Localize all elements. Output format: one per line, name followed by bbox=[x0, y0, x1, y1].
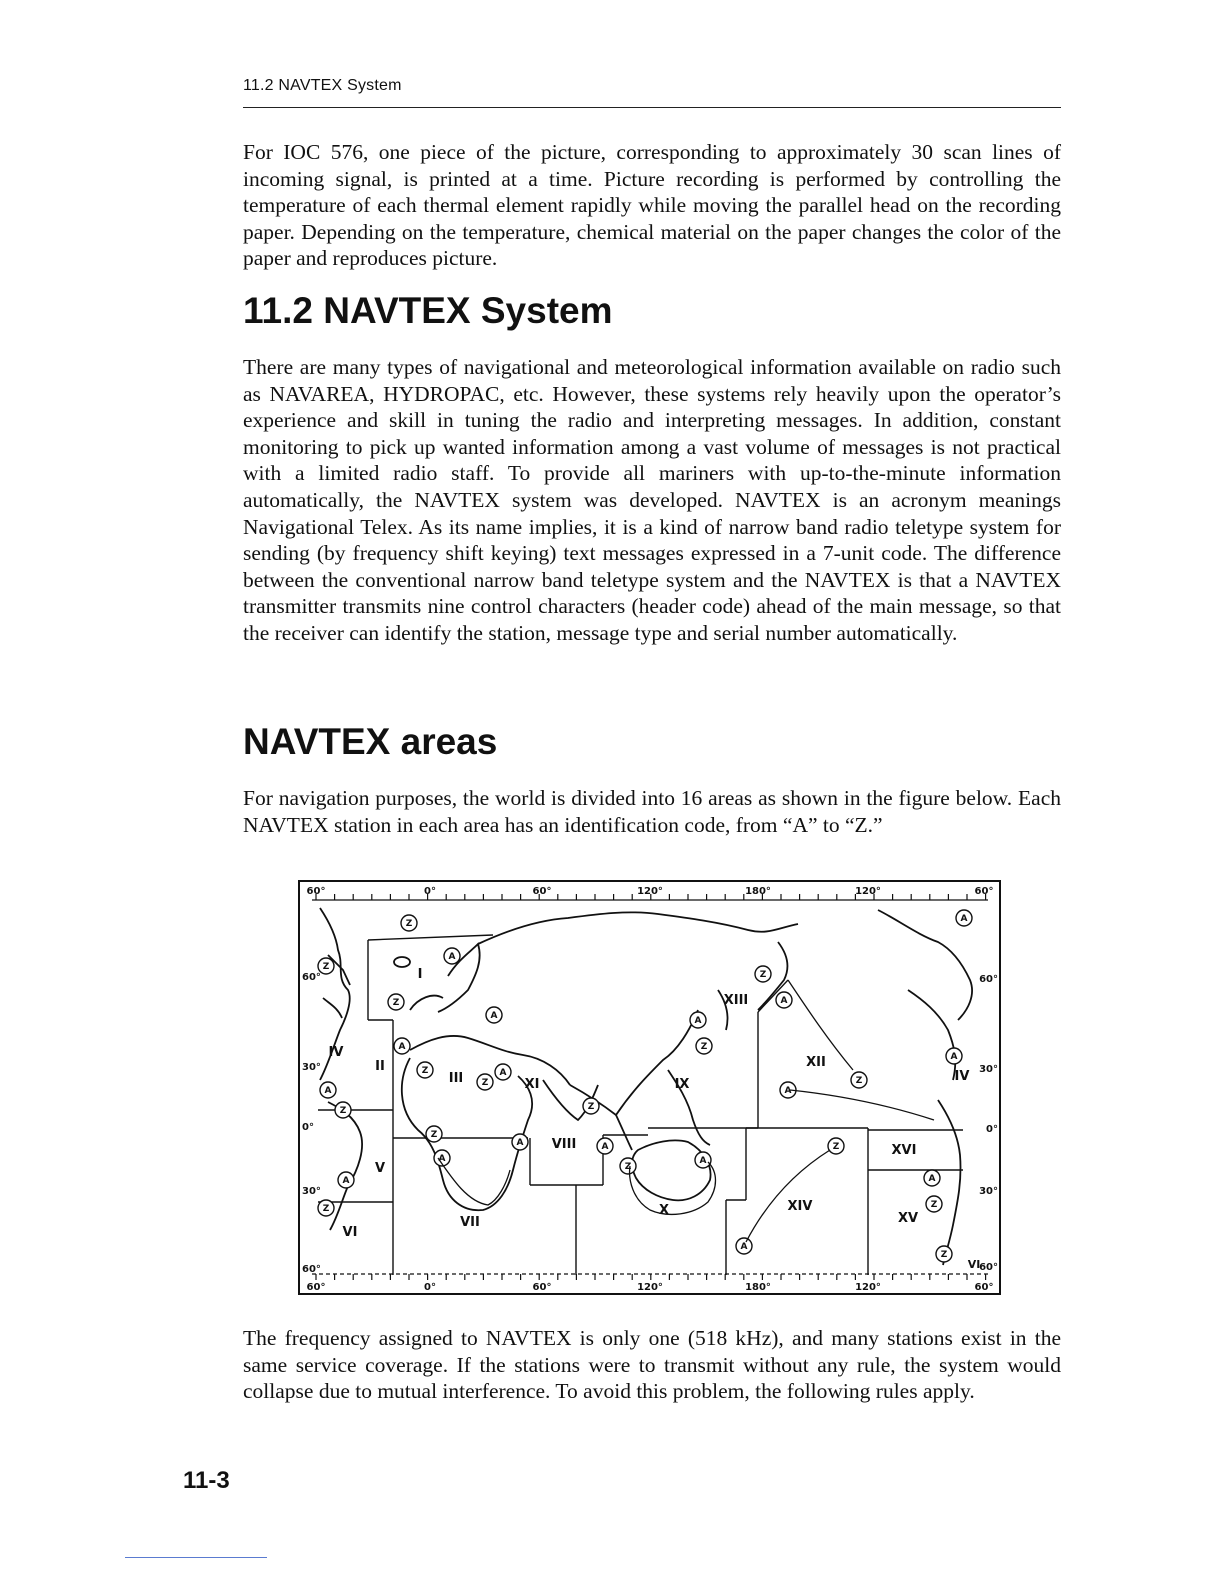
station-letter-z: Z bbox=[700, 1042, 708, 1052]
right-latitude-label: 30° bbox=[979, 1064, 998, 1075]
station-letter-a: A bbox=[342, 1176, 350, 1186]
station-letter-z: Z bbox=[481, 1078, 489, 1088]
navtex-areas-map bbox=[298, 880, 1002, 1296]
station-letter-z: Z bbox=[587, 1102, 595, 1112]
left-latitude-label: 0° bbox=[302, 1122, 314, 1133]
left-latitude-label: 60° bbox=[302, 1264, 321, 1275]
station-letter-z: Z bbox=[430, 1130, 438, 1140]
left-latitude-label: 30° bbox=[302, 1062, 321, 1073]
station-letter-z: Z bbox=[392, 998, 400, 1008]
station-letter-z: Z bbox=[759, 970, 767, 980]
top-longitude-label: 180° bbox=[745, 886, 771, 897]
bottom-longitude-label: 60° bbox=[306, 1282, 326, 1293]
subsection-title: NAVTEX areas bbox=[243, 721, 498, 762]
area-label-iii: III bbox=[448, 1071, 464, 1086]
top-longitude-label: 120° bbox=[637, 886, 663, 897]
station-letter-a: A bbox=[448, 952, 456, 962]
running-header: 11.2 NAVTEX System bbox=[243, 77, 402, 94]
station-letter-z: Z bbox=[855, 1076, 863, 1086]
area-label-x: X bbox=[658, 1203, 670, 1218]
station-letter-a: A bbox=[499, 1068, 507, 1078]
intro-paragraph: For IOC 576, one piece of the picture, corresponding to approximately 30 scan lines of incoming signal, is printed at a time. Picture recording is performed by controlling the temperature of each thermal element rapidly while moving the parallel head on the recording paper. Depending on the temperature, chemical material on the paper changes the color of the paper and reproduces picture. bbox=[243, 140, 1061, 271]
closing-paragraph: The frequency assigned to NAVTEX is only one (518 kHz), and many stations exist in the same service coverage. If the stations were to transmit without any rule, the system would collapse due to mutual interference. To avoid this problem, the following rules apply. bbox=[243, 1326, 1061, 1404]
area-label-ix: IX bbox=[674, 1077, 690, 1092]
bottom-longitude-label: 60° bbox=[974, 1282, 994, 1293]
area-label-xiii: XIII bbox=[723, 993, 749, 1008]
right-latitude-label: 60° bbox=[979, 974, 998, 985]
top-longitude-label: 60° bbox=[306, 886, 326, 897]
bottom-longitude-label: 60° bbox=[532, 1282, 552, 1293]
station-letter-z: Z bbox=[421, 1066, 429, 1076]
station-letter-a: A bbox=[398, 1042, 406, 1052]
area-label-xv: XV bbox=[897, 1211, 919, 1226]
station-letter-z: Z bbox=[405, 919, 413, 929]
station-letter-a: A bbox=[740, 1242, 748, 1252]
area-label-viii: VIII bbox=[551, 1137, 577, 1152]
bottom-longitude-label: 120° bbox=[637, 1282, 663, 1293]
station-letter-z: Z bbox=[322, 1204, 330, 1214]
station-letter-a: A bbox=[438, 1154, 446, 1164]
section-paragraph: There are many types of navigational and meteorological information available on radio such as NAVAREA, HYDROPAC, etc. However, these systems rely heavily upon the operator’s experience and skill in tuning the radio and interpreting messages. In addition, constant monitoring to pick up wanted information among a vast volume of messages is not practical with a limited radio staff. To provide all mariners with up-to-the-minute information automatically, the NAVTEX system was developed. NAVTEX is an acronym meanings Navigational Telex. As its name implies, it is a kind of narrow band radio teletype system for sending (by frequency shift keying) text messages expressed in a 7-unit code. The difference between the conventional narrow band teletype system and the NAVTEX is that a NAVTEX transmitter transmits nine control characters (header code) ahead of the main message, so that the receiver can identify the station, message type and serial number automatically. bbox=[243, 355, 1061, 645]
station-letter-z: Z bbox=[940, 1250, 948, 1260]
area-label-iv: IV bbox=[328, 1045, 344, 1060]
area-label-xvi: XVI bbox=[891, 1143, 917, 1158]
right-latitude-label: 0° bbox=[986, 1124, 998, 1135]
station-letter-z: Z bbox=[339, 1106, 347, 1116]
area-label-vi-east: VI bbox=[967, 1258, 981, 1271]
area-label-xi: XI bbox=[524, 1077, 540, 1092]
area-label-xiv: XIV bbox=[787, 1199, 813, 1214]
station-letter-a: A bbox=[694, 1016, 702, 1026]
top-longitude-label: 120° bbox=[855, 886, 881, 897]
left-latitude-label: 60° bbox=[302, 972, 321, 983]
left-latitude-label: 30° bbox=[302, 1186, 321, 1197]
station-letter-a: A bbox=[324, 1086, 332, 1096]
station-letter-z: Z bbox=[832, 1142, 840, 1152]
right-latitude-label: 30° bbox=[979, 1186, 998, 1197]
station-letter-a: A bbox=[490, 1011, 498, 1021]
area-label-v: V bbox=[374, 1161, 386, 1176]
station-letter-a: A bbox=[699, 1156, 707, 1166]
map-frame bbox=[299, 881, 1000, 1294]
station-letter-z: Z bbox=[624, 1162, 632, 1172]
bottom-longitude-label: 0° bbox=[424, 1282, 436, 1293]
area-label-vi: VI bbox=[342, 1225, 358, 1240]
station-letter-a: A bbox=[516, 1138, 524, 1148]
station-letter-a: A bbox=[784, 1086, 792, 1096]
bottom-longitude-label: 120° bbox=[855, 1282, 881, 1293]
area-label-iv-east: IV bbox=[954, 1069, 970, 1084]
area-label-i: I bbox=[417, 967, 423, 982]
top-longitude-label: 60° bbox=[974, 886, 994, 897]
station-letter-a: A bbox=[950, 1052, 958, 1062]
station-letter-a: A bbox=[780, 996, 788, 1006]
bottom-longitude-label: 180° bbox=[745, 1282, 771, 1293]
page-number: 11-3 bbox=[183, 1467, 230, 1494]
top-longitude-label: 60° bbox=[532, 886, 552, 897]
top-longitude-label: 0° bbox=[424, 886, 436, 897]
right-latitude-label: 60° bbox=[979, 1262, 998, 1273]
subsection-paragraph: For navigation purposes, the world is divided into 16 areas as shown in the figure below. Each NAVTEX station in each area has an identification code, from “A” to “Z.” bbox=[243, 786, 1061, 837]
area-label-ii: II bbox=[375, 1059, 385, 1074]
area-label-vii: VII bbox=[460, 1215, 480, 1230]
station-letter-z: Z bbox=[930, 1200, 938, 1210]
section-title: 11.2 NAVTEX System bbox=[243, 290, 613, 331]
bottom-decorative-line bbox=[125, 1557, 267, 1558]
header-rule bbox=[243, 107, 1061, 108]
station-letter-a: A bbox=[601, 1142, 609, 1152]
area-label-xii: XII bbox=[806, 1055, 826, 1070]
station-letter-a: A bbox=[928, 1174, 936, 1184]
station-letter-z: Z bbox=[322, 962, 330, 972]
station-letter-a: A bbox=[960, 914, 968, 924]
